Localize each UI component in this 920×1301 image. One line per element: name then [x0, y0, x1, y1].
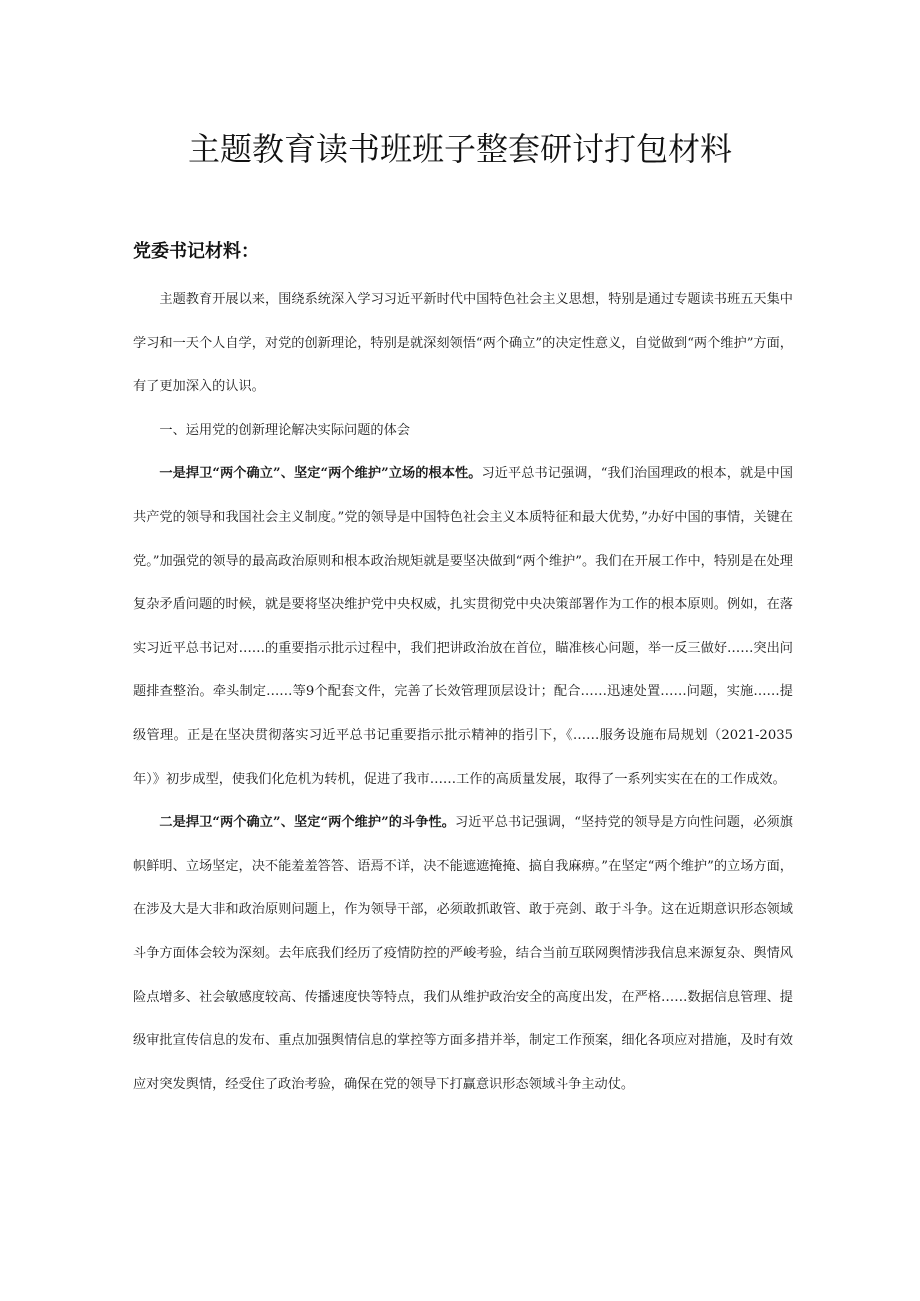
point-1-lead: 一是捍卫“两个确立”、坚定“两个维护”立场的根本性。	[159, 466, 482, 482]
document-body	[133, 278, 793, 1106]
section-heading: 党委书记材料：	[133, 241, 259, 262]
point-2-paragraph	[133, 801, 793, 1106]
point-2-text: 习近平总书记强调，“坚持党的领导是方向性问题，必须旗帜鲜明、立场坚定，决不能羞羞答答、语焉不详，决不能遮遮掩掩、搞自我麻痹。”在坚定“两个维护”的立场方面，在涉及大是大非和政治原则问题上，作为领导干部，必须敢抓敢管、敢于亮剑、敢于斗争。这在近期意识形态领域斗争方面体会较为深刻。去年底我们经历了疫情防控的严峻考验，结合当前互联网舆情涉我信息来源复杂、舆情风险点增多、社会敏感度较高、传播速度快等特点，我们从维护政治安全的高度出发，在严格……数据信息管理、提级审批宣传信息的发布、重点加强舆情信息的掌控等方面多措并举，制定工作预案，细化各项应对措施，及时有效应对突发舆情，经受住了政治考验，确保在党的领导下打赢意识形态领域斗争主动仗。	[133, 815, 793, 1092]
point-1-text: 习近平总书记强调，“我们治国理政的根本，就是中国共产党的领导和我国社会主义制度。”党的领导是中国特色社会主义本质特征和最大优势，”办好中国的事情，关键在党。”加强党的领导的最高政治原则和根本政治规矩就是要坚决做到“两个维护”。我们在开展工作中，特别是在处理复杂矛盾问题的时候，就是要将坚决维护党中央权威，扎实贯彻党中央决策部署作为工作的根本原则。例如，在落实习近平总书记对……的重要指示批示过程中，我们把讲政治放在首位，瞄准核心问题，举一反三做好……突出问题排查整治。牵头制定……等9个配套文件，完善了长效管理顶层设计；配合……迅速处置……问题，实施……提级管理。正是在坚决贯彻落实习近平总书记重要指示批示精神的指引下，《……服务设施布局规划（2021-2035年）》初步成型，使我们化危机为转机，促进了我市……工作的高质量发展，取得了一系列实实在在的工作成效。	[133, 466, 793, 787]
subheading: 一、运用党的创新理论解决实际问题的体会	[159, 422, 410, 438]
point-2-lead: 二是捍卫“两个确立”、坚定“两个维护”的斗争性。	[159, 815, 455, 831]
document-title: 主题教育读书班班子整套研讨打包材料	[187, 130, 732, 168]
point-1-paragraph	[133, 452, 793, 801]
intro-paragraph: 主题教育开展以来，围绕系统深入学习习近平新时代中国特色社会主义思想，特别是通过专题读书班五天集中学习和一天个人自学，对党的创新理论，特别是就深刻领悟“两个确立”的决定性意义，自觉做到“两个维护”方面，有了更加深入的认识。	[133, 292, 793, 395]
